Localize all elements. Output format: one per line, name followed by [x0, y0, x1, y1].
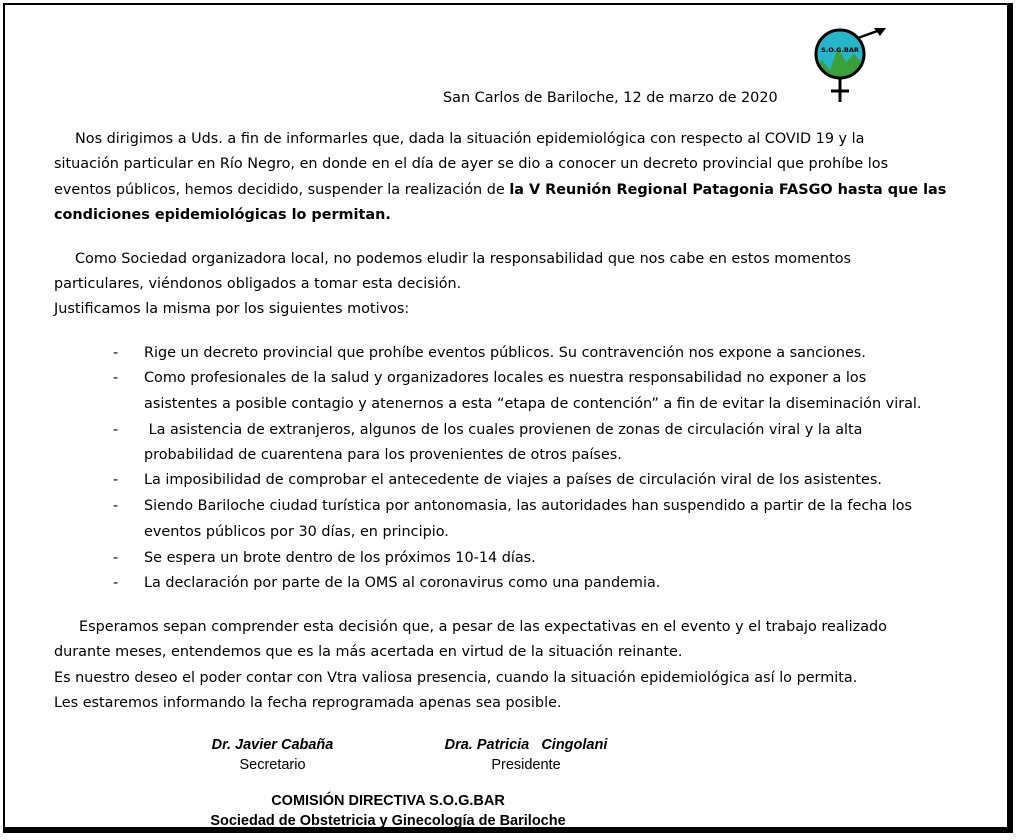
- list-bullet: -: [113, 498, 119, 514]
- reason-1: Rige un decreto provincial que prohíbe eventos públicos. Su contravención nos expone a sanciones.: [144, 345, 866, 361]
- signature-secretary: [200, 735, 345, 775]
- para1-line1: Nos dirigimos a Uds. a fin de informarles que, dada la situación epidemiológica con respecto al COVID 19 y la: [75, 131, 865, 147]
- para1-line2: situación particular en Río Negro, en donde en el día de ayer se dio a conocer un decreto provincial que prohíbe los: [54, 156, 889, 172]
- reason-3-line1: La asistencia de extranjeros, algunos de los cuales provienen de zonas de circulación viral y la alta: [144, 422, 863, 438]
- logo-text: S.O.G.BAR: [821, 46, 859, 54]
- para1-line3-text: eventos públicos, hemos decidido, suspender la realización de: [54, 182, 510, 198]
- signature-name: Dr. Javier Cabaña: [211, 737, 334, 753]
- footer-commission: COMISIÓN DIRECTIVA S.O.G.BAR: [271, 793, 505, 809]
- reason-3-line2: probabilidad de cuarentena para los provenientes de otros países.: [144, 447, 622, 463]
- para1-line3-bold: la V Reunión Regional Patagonia FASGO hasta que las: [509, 182, 947, 198]
- para3-line4: Les estaremos informando la fecha reprogramada apenas sea posible.: [54, 695, 562, 711]
- list-bullet: -: [113, 472, 119, 488]
- para2-line2: particulares, viéndonos obligados a tomar esta decisión.: [54, 276, 462, 292]
- reason-6: Se espera un brote dentro de los próximos 10-14 días.: [144, 550, 536, 566]
- para2-line3: Justificamos la misma por los siguientes motivos:: [54, 301, 410, 317]
- para3-line1: Esperamos sepan comprender esta decisión que, a pesar de las expectativas en el evento y el trabajo realizado: [79, 619, 887, 635]
- reason-2-line1: Como profesionales de la salud y organizadores locales es nuestra responsabilidad no exponer a los: [144, 370, 867, 386]
- reason-5-line1: Siendo Bariloche ciudad turística por antonomasia, las autoridades han suspendido a partir de la fecha los: [144, 498, 913, 514]
- list-bullet: -: [113, 370, 119, 386]
- list-bullet: -: [113, 550, 119, 566]
- list-bullet: -: [113, 575, 119, 591]
- signature-name: Dra. Patricia Cingolani: [444, 737, 608, 753]
- signature-role: Presidente: [491, 757, 561, 773]
- para1-line4: condiciones epidemiológicas lo permitan.: [54, 207, 391, 223]
- reason-7: La declaración por parte de la OMS al coronavirus como una pandemia.: [144, 575, 661, 591]
- list-bullet: -: [113, 345, 119, 361]
- para3-line2: durante meses, entendemos que es la más acertada en virtud de la situación reinante.: [54, 644, 683, 660]
- footer-society: Sociedad de Obstetricia y Ginecología de Bariloche: [210, 813, 566, 829]
- para3-line3: Es nuestro deseo el poder contar con Vtra valiosa presencia, cuando la situación epidemiológica así lo permita.: [54, 670, 858, 686]
- para2-line1: Como Sociedad organizadora local, no podemos eludir la responsabilidad que nos cabe en estos momentos: [75, 251, 852, 267]
- reason-5-line2: eventos públicos por 30 días, en principio.: [144, 524, 449, 540]
- signature-role: Secretario: [239, 757, 306, 773]
- para1-line3: [54, 178, 946, 204]
- signature-president: [430, 735, 622, 775]
- letter-date: San Carlos de Bariloche, 12 de marzo de 2020: [443, 90, 778, 106]
- reason-2-line2: asistentes a posible contagio y atenernos a esta “etapa de contención” a fin de evitar la diseminación viral.: [144, 396, 922, 412]
- list-bullet: -: [113, 422, 119, 438]
- reason-4: La imposibilidad de comprobar el antecedente de viajes a países de circulación viral de los asistentes.: [144, 472, 882, 488]
- sogbar-logo-icon: [808, 26, 890, 106]
